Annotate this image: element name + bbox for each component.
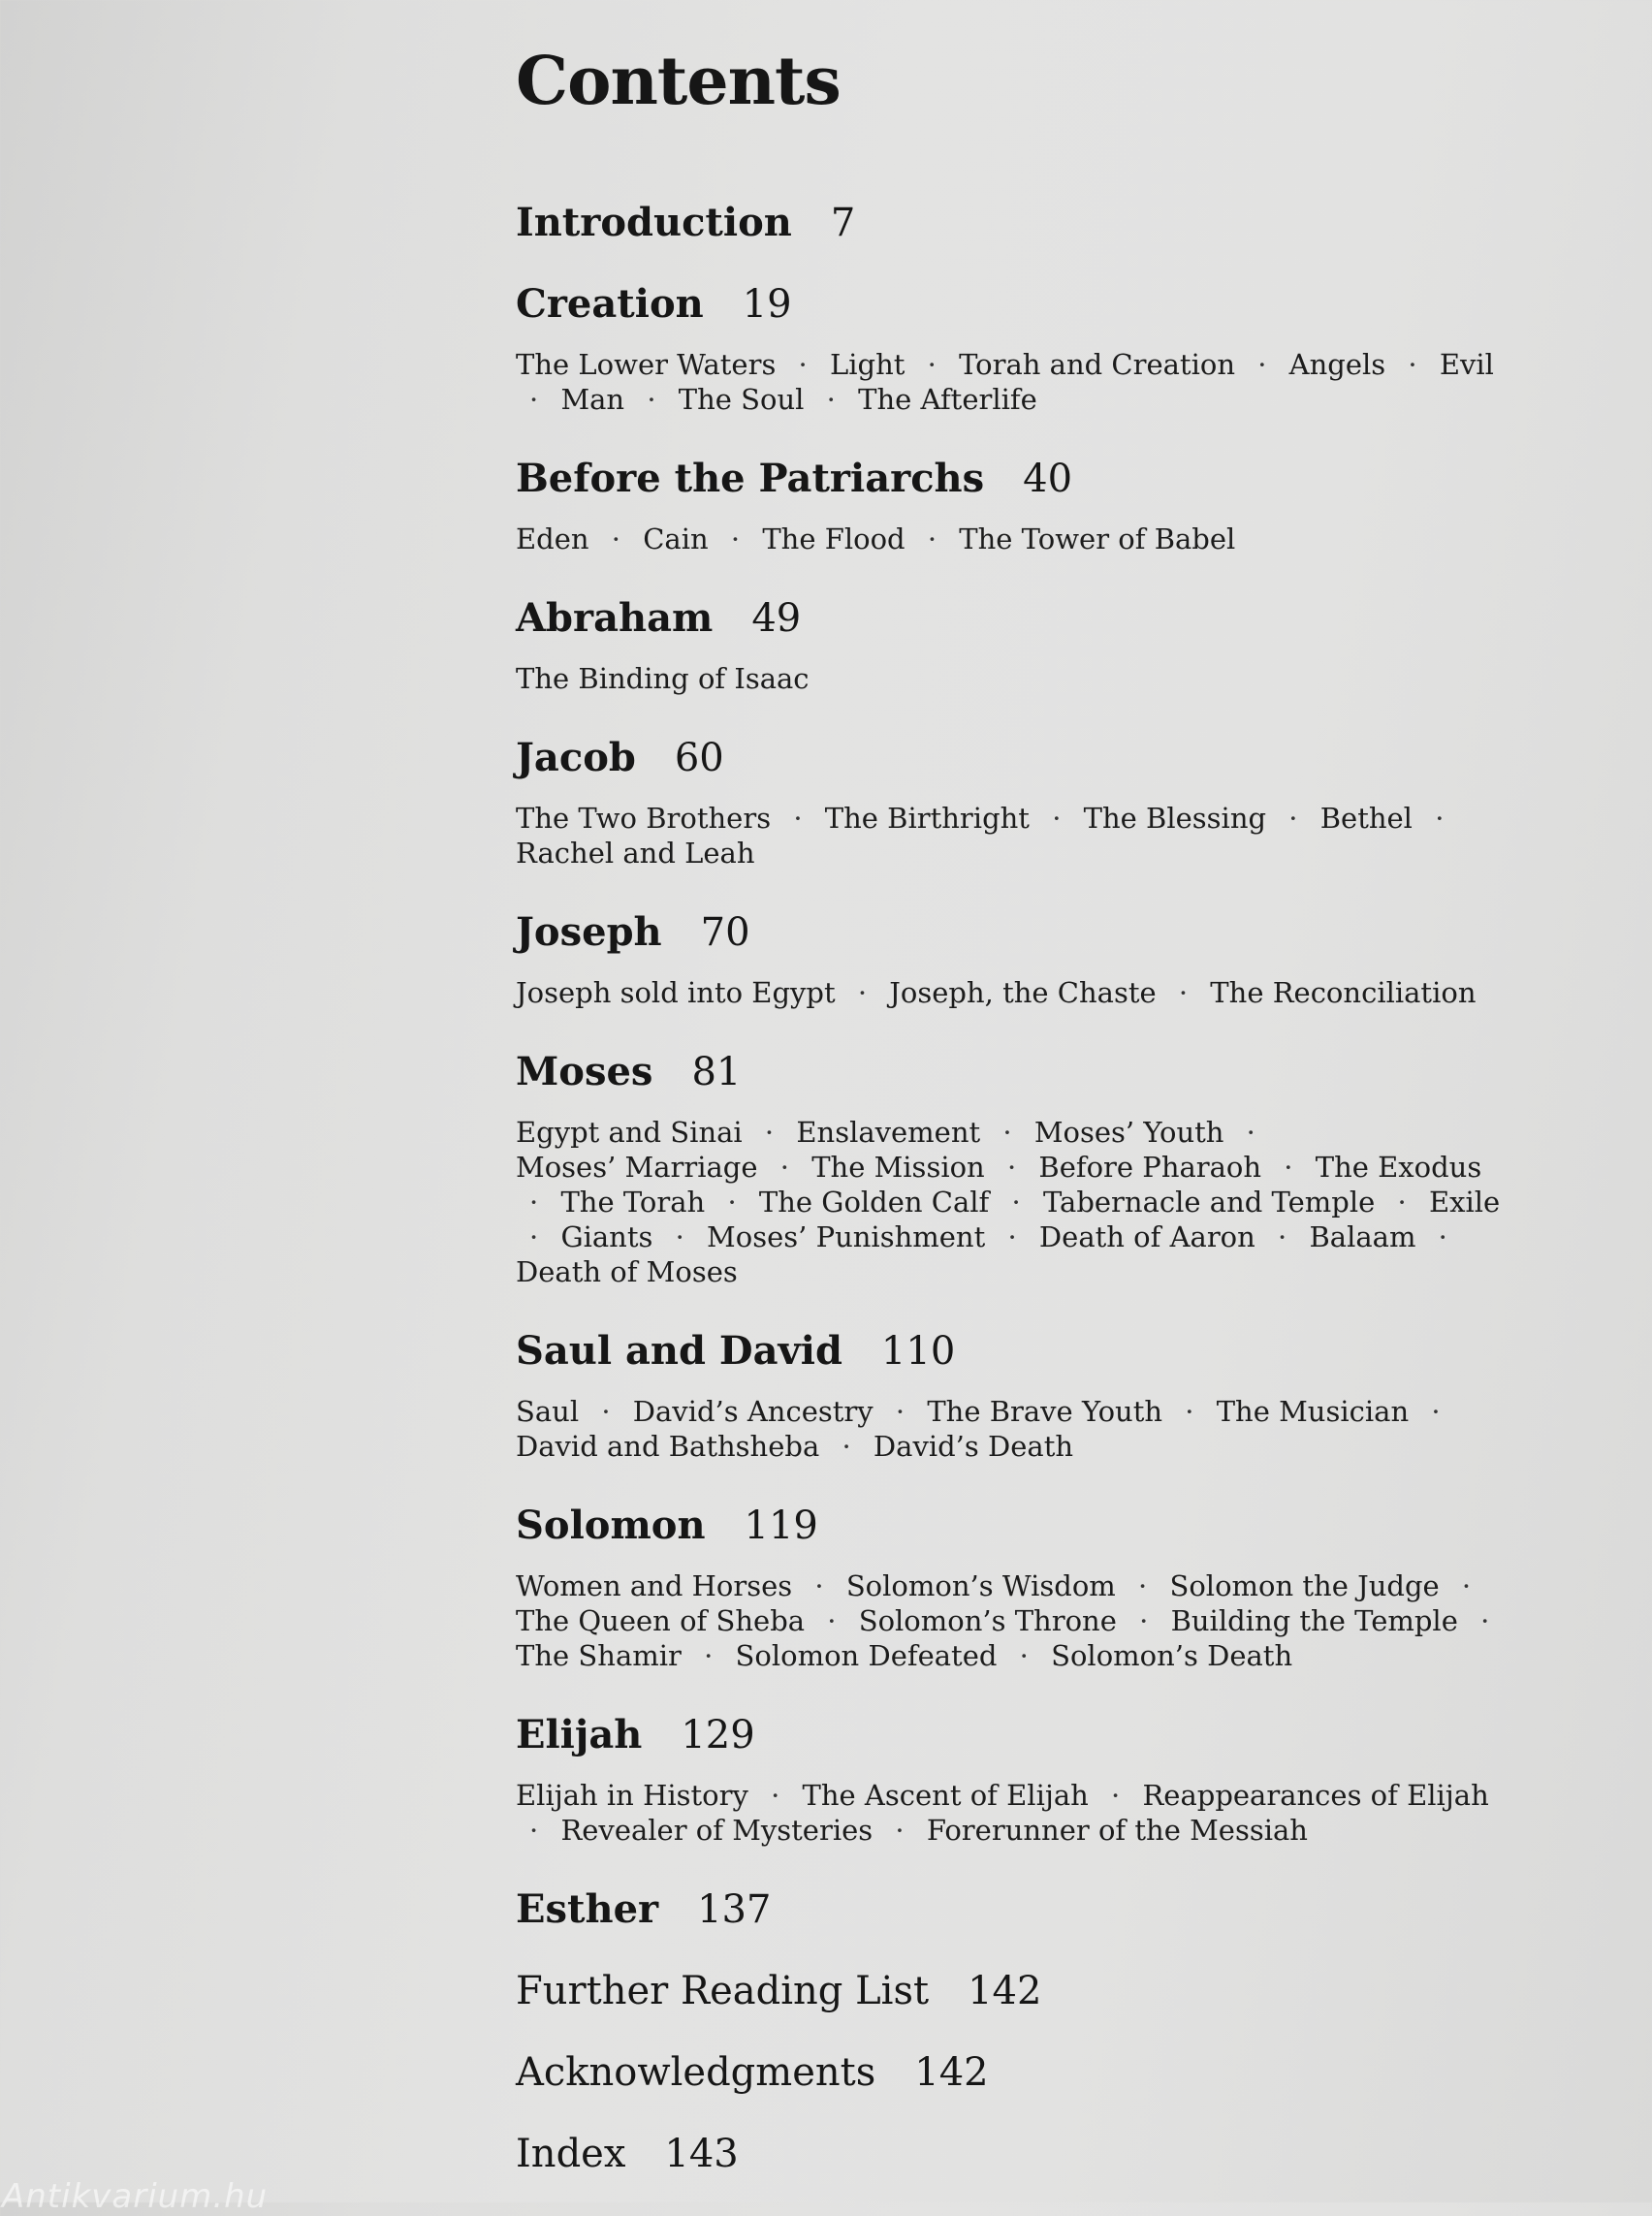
topic-separator: · xyxy=(727,1186,737,1219)
topic-separator: · xyxy=(1246,1116,1255,1149)
topic-item: Solomon’s Death xyxy=(1051,1639,1293,1672)
topic-separator: · xyxy=(730,522,741,555)
topic-separator: · xyxy=(704,1639,714,1672)
chapter-title: Before the Patriarchs xyxy=(516,456,985,501)
chapter-entry xyxy=(516,1328,1514,1464)
chapter-entry xyxy=(516,456,1514,556)
page-number: 142 xyxy=(968,1969,1042,2013)
topic-item: The Reconciliation xyxy=(1210,976,1477,1009)
topic-separator: · xyxy=(771,1779,780,1812)
contents-page xyxy=(516,43,1514,2216)
topic-separator: · xyxy=(798,348,808,381)
topic-item: The Ascent of Elijah xyxy=(802,1779,1089,1812)
chapter-entry xyxy=(516,595,1514,696)
topic-item: The Flood xyxy=(762,522,905,555)
topic-item: The Two Brothers xyxy=(516,802,772,835)
topic-item: The Birthright xyxy=(824,802,1030,835)
page-number: 19 xyxy=(742,282,792,327)
chapter-title: Solomon xyxy=(516,1503,706,1548)
topic-item: The Mission xyxy=(811,1151,985,1184)
topic-item: Solomon Defeated xyxy=(735,1639,998,1672)
topic-list xyxy=(516,1394,1514,1464)
topic-item: David’s Ancestry xyxy=(632,1395,874,1428)
chapter-entry xyxy=(516,200,1514,245)
topic-separator: · xyxy=(1052,802,1062,835)
topic-item: Solomon’s Throne xyxy=(858,1604,1117,1637)
chapter-title: Jacob xyxy=(516,735,636,780)
back-matter-entry xyxy=(516,2132,1514,2176)
topic-list xyxy=(516,975,1514,1010)
topic-separator: · xyxy=(1019,1639,1029,1672)
chapter-title: Abraham xyxy=(516,595,714,641)
topic-separator: · xyxy=(1011,1186,1021,1219)
topic-item: Eden xyxy=(516,522,589,555)
topic-item: Joseph, the Chaste xyxy=(889,976,1157,1009)
topic-separator: · xyxy=(1480,1604,1490,1637)
topic-separator: · xyxy=(675,1220,684,1253)
topic-item: The Brave Youth xyxy=(927,1395,1163,1428)
topic-separator: · xyxy=(529,383,539,416)
chapter-entry xyxy=(516,1886,1514,1932)
chapter-heading xyxy=(516,1969,1514,2013)
topic-item: Moses’ Punishment xyxy=(707,1220,986,1253)
page-number: 81 xyxy=(691,1050,742,1094)
topic-separator: · xyxy=(814,1569,824,1602)
topic-item: Moses’ Youth xyxy=(1033,1116,1224,1149)
topic-separator: · xyxy=(857,976,868,1009)
topic-list xyxy=(516,1778,1514,1848)
page-number: 49 xyxy=(751,596,802,641)
topic-separator: · xyxy=(611,522,621,555)
chapter-heading xyxy=(516,2050,1514,2095)
back-matter-entry xyxy=(516,2050,1514,2095)
topic-item: Balaam xyxy=(1309,1220,1416,1253)
topic-item: Moses’ Marriage xyxy=(516,1151,758,1184)
topic-item: Solomon’s Wisdom xyxy=(845,1569,1116,1602)
topic-item: The Soul xyxy=(678,383,805,416)
topic-separator: · xyxy=(601,1395,611,1428)
chapter-title: Introduction xyxy=(516,200,792,245)
chapter-title: Acknowledgments xyxy=(516,2050,876,2095)
topic-item: The Tower of Babel xyxy=(959,522,1236,555)
chapter-title: Creation xyxy=(516,281,704,327)
chapter-entry xyxy=(516,1049,1514,1289)
topic-separator: · xyxy=(1257,348,1267,381)
page-number: 60 xyxy=(674,736,724,780)
topic-item: Building the Temple xyxy=(1170,1604,1458,1637)
topic-list xyxy=(516,522,1514,556)
topic-item: Elijah in History xyxy=(516,1779,748,1812)
topic-list xyxy=(516,661,1514,696)
chapter-title: Moses xyxy=(516,1049,653,1094)
topic-item: Torah and Creation xyxy=(959,348,1235,381)
topic-item: Joseph sold into Egypt xyxy=(516,976,836,1009)
topic-item: Evil xyxy=(1439,348,1494,381)
topic-separator: · xyxy=(1435,802,1445,835)
page-title: Contents xyxy=(516,43,841,120)
page-number: 137 xyxy=(697,1887,772,1932)
topic-item: Reappearances of Elijah xyxy=(1142,1779,1489,1812)
topic-separator: · xyxy=(1178,976,1189,1009)
chapter-heading xyxy=(516,1049,1514,1094)
topic-item: Before Pharaoh xyxy=(1038,1151,1262,1184)
topic-separator: · xyxy=(1408,348,1417,381)
topic-item: Solomon the Judge xyxy=(1169,1569,1440,1602)
topic-item: Egypt and Sinai xyxy=(516,1116,743,1149)
topic-item: Women and Horses xyxy=(516,1569,793,1602)
topic-item: Bethel xyxy=(1319,802,1413,835)
topic-separator: · xyxy=(895,1814,905,1847)
topic-item: The Binding of Isaac xyxy=(516,662,810,695)
topic-separator: · xyxy=(764,1116,775,1149)
chapter-title: Joseph xyxy=(516,909,662,955)
topic-separator: · xyxy=(793,802,803,835)
chapter-title: Index xyxy=(516,2132,626,2176)
topic-separator: · xyxy=(1138,1569,1148,1602)
topic-separator: · xyxy=(1431,1395,1441,1428)
topic-separator: · xyxy=(1139,1604,1149,1637)
topic-separator: · xyxy=(1461,1569,1472,1602)
topic-item: The Lower Waters xyxy=(516,348,777,381)
topic-item: David and Bathsheba xyxy=(516,1430,820,1463)
chapter-heading xyxy=(516,456,1514,501)
topic-separator: · xyxy=(895,1395,905,1428)
chapter-heading xyxy=(516,909,1514,955)
topic-separator: · xyxy=(1002,1116,1012,1149)
topic-item: Giants xyxy=(560,1220,653,1253)
chapter-heading xyxy=(516,595,1514,641)
topic-item: The Shamir xyxy=(516,1639,682,1672)
topic-item: David’s Death xyxy=(873,1430,1074,1463)
topic-item: Saul xyxy=(516,1395,580,1428)
topic-separator: · xyxy=(1278,1220,1287,1253)
chapter-title: Further Reading List xyxy=(516,1969,930,2013)
topic-item: Angels xyxy=(1288,348,1386,381)
topic-item: The Afterlife xyxy=(858,383,1037,416)
watermark: Antikvarium.hu xyxy=(2,2177,269,2216)
chapter-entry xyxy=(516,735,1514,871)
topic-separator: · xyxy=(1438,1220,1447,1253)
topic-separator: · xyxy=(1288,802,1298,835)
chapter-heading xyxy=(516,1503,1514,1548)
topic-item: The Golden Calf xyxy=(758,1186,990,1219)
topic-item: Forerunner of the Messiah xyxy=(926,1814,1308,1847)
topic-separator: · xyxy=(842,1430,851,1463)
topic-item: Enslavement xyxy=(796,1116,981,1149)
chapter-heading xyxy=(516,200,1514,245)
page-number: 40 xyxy=(1023,457,1073,501)
topic-item: The Musician xyxy=(1216,1395,1410,1428)
chapter-heading xyxy=(516,735,1514,780)
topic-list xyxy=(516,347,1514,417)
topic-item: Tabernacle and Temple xyxy=(1042,1186,1376,1219)
topic-separator: · xyxy=(927,522,937,555)
topic-item: Rachel and Leah xyxy=(516,837,755,870)
topic-item: Revealer of Mysteries xyxy=(560,1814,874,1847)
chapter-entry xyxy=(516,1712,1514,1848)
topic-item: The Exodus xyxy=(1315,1151,1482,1184)
topic-separator: · xyxy=(826,383,836,416)
topic-separator: · xyxy=(1111,1779,1121,1812)
topic-item: The Torah xyxy=(560,1186,706,1219)
topic-separator: · xyxy=(529,1814,539,1847)
chapter-title: Esther xyxy=(516,1886,659,1932)
chapter-heading xyxy=(516,2132,1514,2176)
chapter-heading xyxy=(516,1328,1514,1374)
topic-separator: · xyxy=(779,1151,789,1184)
topic-item: Man xyxy=(560,383,625,416)
topic-separator: · xyxy=(827,1604,837,1637)
page-number: 70 xyxy=(700,910,750,955)
topic-separator: · xyxy=(1397,1186,1407,1219)
chapter-entry xyxy=(516,281,1514,417)
page-number: 119 xyxy=(744,1504,818,1548)
chapter-title: Elijah xyxy=(516,1712,643,1757)
topic-item: Death of Moses xyxy=(516,1255,738,1288)
topic-item: The Blessing xyxy=(1083,802,1267,835)
topic-list xyxy=(516,1115,1514,1289)
page-number: 142 xyxy=(914,2050,989,2095)
topic-item: The Queen of Sheba xyxy=(516,1604,806,1637)
chapter-title: Saul and David xyxy=(516,1328,842,1374)
topic-separator: · xyxy=(647,383,656,416)
topic-item: Death of Aaron xyxy=(1038,1220,1255,1253)
chapter-entry xyxy=(516,909,1514,1010)
page-number: 110 xyxy=(880,1329,956,1374)
topic-separator: · xyxy=(1185,1395,1194,1428)
page-number: 143 xyxy=(664,2132,739,2176)
topic-list xyxy=(516,1568,1514,1673)
topic-separator: · xyxy=(927,348,937,381)
topic-item: Cain xyxy=(643,522,709,555)
topic-list xyxy=(516,801,1514,871)
page-number: 129 xyxy=(681,1713,755,1757)
topic-item: Exile xyxy=(1428,1186,1501,1219)
chapter-heading xyxy=(516,281,1514,327)
page-number: 7 xyxy=(830,201,856,245)
topic-separator: · xyxy=(1006,1151,1017,1184)
table-of-contents xyxy=(516,200,1514,2176)
chapter-entry xyxy=(516,1503,1514,1673)
chapter-heading xyxy=(516,1886,1514,1932)
topic-item: Light xyxy=(829,348,905,381)
chapter-heading xyxy=(516,1712,1514,1757)
topic-separator: · xyxy=(529,1186,539,1219)
topic-separator: · xyxy=(1284,1151,1293,1184)
topic-separator: · xyxy=(529,1220,539,1253)
topic-separator: · xyxy=(1007,1220,1017,1253)
back-matter-entry xyxy=(516,1969,1514,2013)
